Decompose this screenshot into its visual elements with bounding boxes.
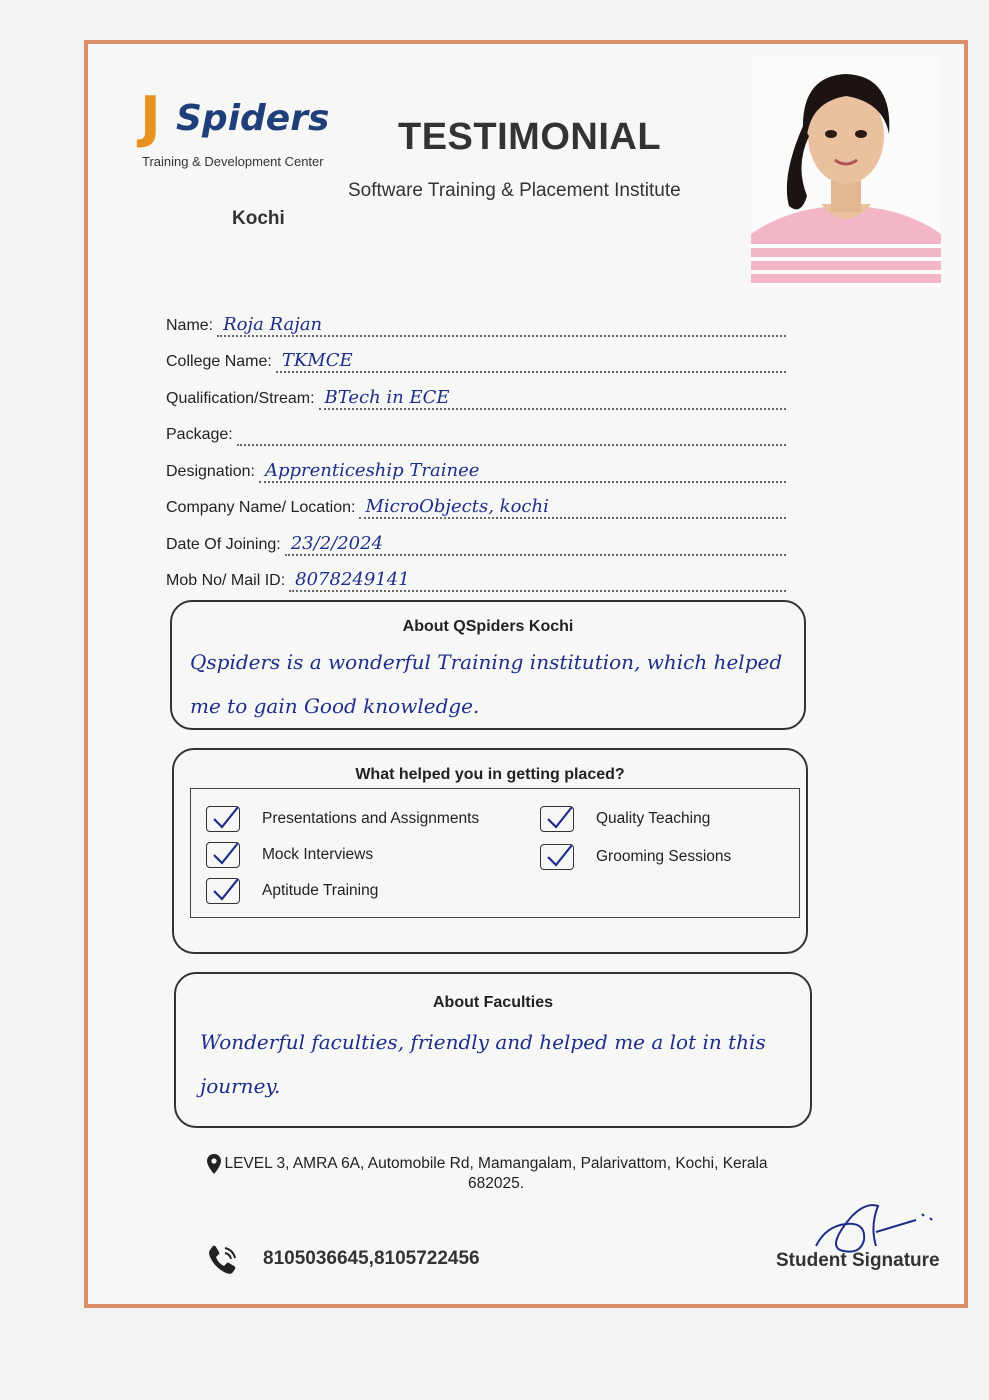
- designation-line[interactable]: [259, 461, 786, 483]
- option-label: Presentations and Assignments: [262, 810, 480, 827]
- option-grooming[interactable]: [540, 844, 731, 870]
- field-joining-date: [166, 519, 786, 556]
- student-photo: [751, 56, 941, 287]
- checkbox[interactable]: [540, 806, 574, 832]
- field-designation: [166, 446, 786, 483]
- option-label: Mock Interviews: [262, 846, 374, 863]
- field-name: [166, 300, 786, 337]
- field-label: Company Name/ Location:: [166, 499, 356, 516]
- company-value: MicroObjects, kochi: [365, 496, 549, 517]
- field-company: [166, 483, 786, 520]
- option-aptitude[interactable]: [206, 878, 378, 904]
- option-label: Grooming Sessions: [596, 848, 732, 865]
- page-title: TESTIMONIAL: [398, 116, 662, 158]
- phone-icon: [206, 1244, 240, 1276]
- about-institute-title: About QSpiders Kochi: [402, 618, 574, 635]
- field-label: Designation:: [166, 462, 255, 480]
- about-faculties-text: Wonderful faculties, friendly and helped me a lot in this journey.: [200, 1030, 766, 1098]
- contact-phones: 8105036645,8105722456: [263, 1248, 480, 1269]
- joining-date-value: 23/2/2024: [290, 532, 384, 554]
- about-faculties-box: [174, 972, 812, 1128]
- checkbox[interactable]: [540, 844, 574, 870]
- field-label: Date Of Joining:: [166, 535, 281, 553]
- option-mock-interviews[interactable]: [206, 842, 373, 868]
- name-value: Roja Rajan: [223, 313, 323, 335]
- checkbox[interactable]: [206, 806, 240, 832]
- page-subtitle: Software Training & Placement Institute: [348, 180, 681, 201]
- field-label: Name:: [166, 316, 214, 334]
- package-line[interactable]: [237, 424, 786, 446]
- field-qualification: [166, 373, 786, 410]
- designation-value: Apprenticeship Trainee: [264, 459, 480, 481]
- about-institute-text: Qspiders is a wonderful Training institution, which helped me to gain Good knowledge.: [190, 650, 783, 718]
- field-label: Qualification/Stream:: [166, 389, 315, 407]
- checkbox[interactable]: [206, 842, 240, 868]
- field-label: Mob No/ Mail ID:: [166, 572, 286, 589]
- name-line[interactable]: [217, 315, 786, 337]
- logo-text: Spiders: [176, 98, 330, 139]
- qualification-line[interactable]: [319, 388, 786, 410]
- field-college: [166, 337, 786, 374]
- company-line[interactable]: [359, 497, 786, 519]
- contact-value: 8078249141: [295, 569, 410, 590]
- student-details: [166, 300, 786, 592]
- college-line[interactable]: [276, 351, 786, 373]
- signature-label: Student Signature: [776, 1250, 940, 1271]
- option-quality-teaching[interactable]: [540, 806, 710, 832]
- branch-city: Kochi: [232, 208, 285, 229]
- field-label: Package:: [166, 426, 233, 443]
- jspiders-logo: [140, 85, 330, 178]
- logo-subtitle: Training & Development Center: [142, 154, 324, 169]
- checkbox[interactable]: [206, 878, 240, 904]
- field-contact: [166, 556, 786, 593]
- option-label: Aptitude Training: [262, 882, 379, 899]
- about-faculties-title: About Faculties: [432, 994, 553, 1011]
- qualification-value: BTech in ECE: [324, 386, 450, 408]
- institute-address: LEVEL 3, AMRA 6A, Automobile Rd, Mamangalam, Palarivattom, Kochi, Kerala 682025.: [224, 1155, 768, 1192]
- contact-line[interactable]: [289, 570, 786, 592]
- joining-date-line[interactable]: [285, 534, 786, 556]
- college-value: TKMCE: [281, 350, 353, 371]
- option-label: Quality Teaching: [596, 810, 711, 827]
- about-institute-box: [170, 600, 806, 730]
- option-presentations[interactable]: [206, 806, 479, 832]
- placement-title: What helped you in getting placed?: [355, 766, 625, 783]
- logo-mark: J: [140, 85, 161, 150]
- field-package: [166, 410, 786, 447]
- field-label: College Name:: [166, 353, 272, 370]
